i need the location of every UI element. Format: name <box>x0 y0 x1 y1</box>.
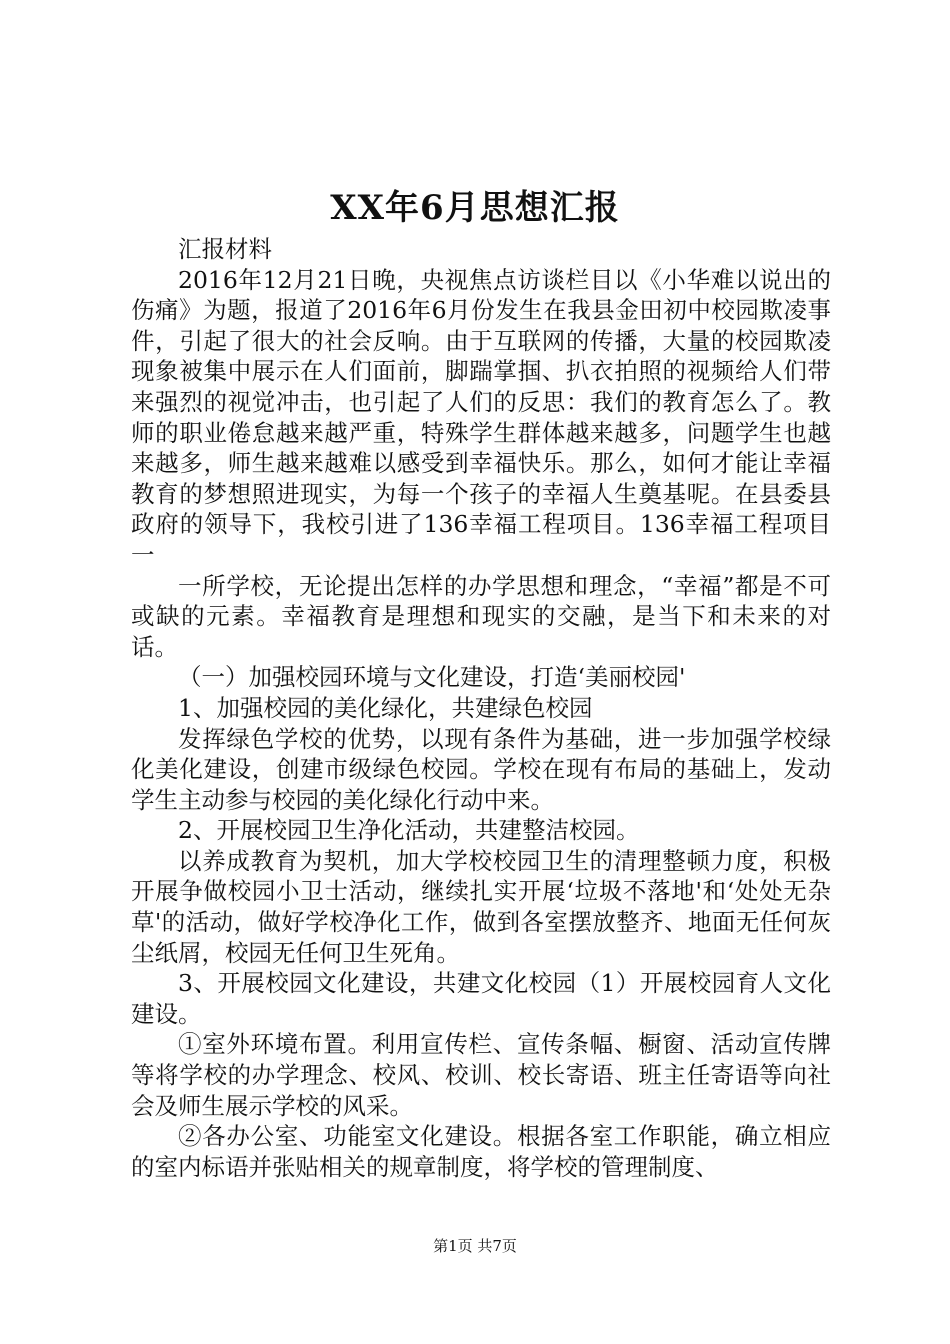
subsection-heading: 2、开展校园卫生净化活动，共建整洁校园。 <box>178 816 640 845</box>
paragraph: 一所学校，无论提出怎样的办学思想和理念，“幸福”都是不可或缺的元素。幸福教育是理想和现实的交融，是当下和未来的对话。 <box>131 571 831 661</box>
section-heading: （一）加强校园环境与文化建设，打造‘美丽校园' <box>178 663 686 692</box>
subsection-heading: 3、开展校园文化建设，共建文化校园（1）开展校园育人文化建设。 <box>131 969 831 1028</box>
paragraph: 发挥绿色学校的优势，以现有条件为基础，进一步加强学校绿化美化建设，创建市级绿色校园。学校在现有布局的基础上，发动学生主动参与校园的美化绿化行动中来。 <box>131 724 831 814</box>
paragraph: 2016年12月21日晚，央视焦点访谈栏目以《小华难以说出的伤痛》为题，报道了2016年6月份发生在我县金田初中校园欺凌事件，引起了很大的社会反响。由于互联网的传播，大量的校园欺凌现象被集中展示在人们面前，脚踹掌掴、扒衣拍照的视频给人们带来强烈的视觉冲击，也引起了人们的反思：我们的教育怎么了。教师的职业倦怠越来越严重，特殊学生群体越来越多，问题学生也越来越多，师生越来越难以感受到幸福快乐。那么，如何才能让幸福教育的梦想照进现实，为每一个孩子的幸福人生奠基呢。在县委县政府的领导下，我校引进了136幸福工程项目。136幸福工程项目一 <box>131 265 831 569</box>
paragraph: ②各办公室、功能室文化建设。根据各室工作职能，确立相应的室内标语并张贴相关的规章制度，将学校的管理制度、 <box>131 1122 831 1181</box>
page-number: 第1页 共7页 <box>433 1237 517 1255</box>
paragraph-heading: 汇报材料 <box>178 235 272 263</box>
paragraph: 以养成教育为契机，加大学校校园卫生的清理整顿力度，积极开展争做校园小卫士活动，继续扎实开展‘垃圾不落地'和‘处处无杂草'的活动，做好学校净化工作，做到各室摆放整齐、地面无任何灰尘纸屑，校园无任何卫生死角。 <box>131 846 831 967</box>
document-title: XX年6月思想汇报 <box>330 188 620 228</box>
subsection-heading: 1、加强校园的美化绿化，共建绿色校园 <box>178 693 593 722</box>
paragraph: ①室外环境布置。利用宣传栏、宣传条幅、橱窗、活动宣传牌等将学校的办学理念、校风、校训、校长寄语、班主任寄语等向社会及师生展示学校的风采。 <box>131 1030 831 1120</box>
document-body <box>131 234 831 1182</box>
